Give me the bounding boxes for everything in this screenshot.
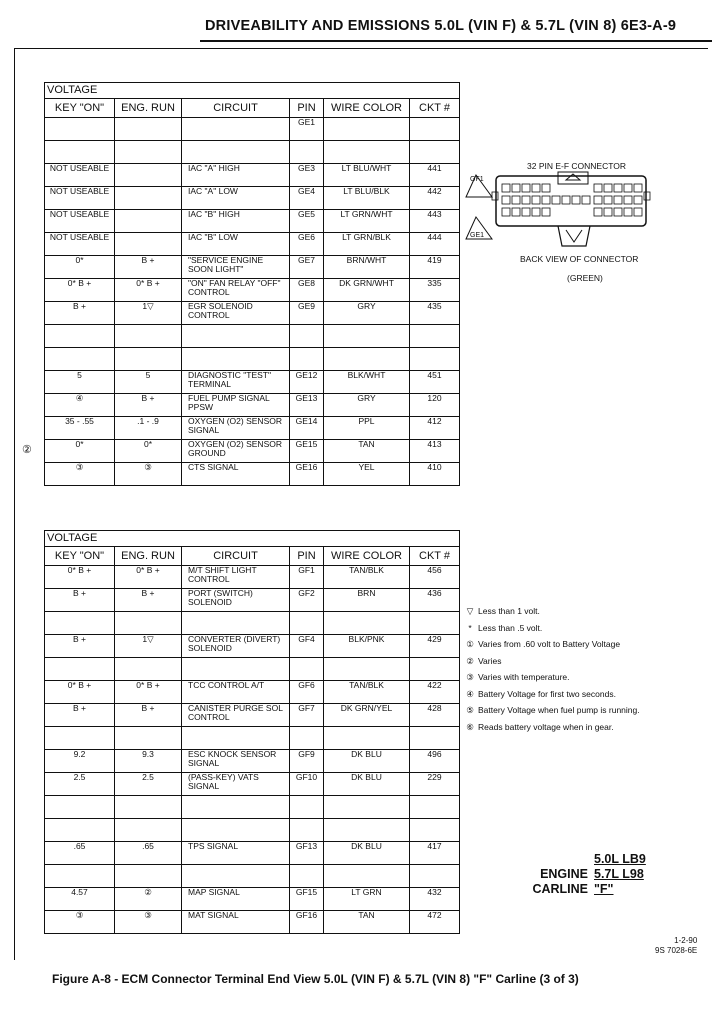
cell-key-on: 35 - .55 [45,417,115,440]
table-row [45,750,460,773]
cell-pin [290,796,324,819]
cell-pin [290,348,324,371]
cell-wire-color: DK BLU [324,750,410,773]
wire-boot [558,226,590,246]
cell-circuit [182,727,290,750]
cell-pin: GF2 [290,589,324,612]
engine-value-1: 5.0L LB9 [594,852,646,866]
date-code [655,936,697,956]
cell-wire-color: PPL [324,417,410,440]
cell-eng-run: .1 - .9 [115,417,182,440]
cell-key-on: B + [45,704,115,727]
cell-circuit: "SERVICE ENGINE SOON LIGHT" [182,256,290,279]
column-header-pin: PIN [290,547,324,566]
table-row [45,141,460,164]
table-row [45,865,460,888]
connector-caption: BACK VIEW OF CONNECTOR [520,254,639,264]
cell-ckt-number: 435 [410,302,460,325]
column-header-wire-color: WIRE COLOR [324,99,410,118]
legend-item [462,669,640,686]
legend-text: Varies with temperature. [478,672,570,682]
cell-circuit [182,819,290,842]
cell-circuit [182,348,290,371]
connector-diagram [462,170,702,250]
legend-text: Less than 1 volt. [478,606,540,616]
cell-key-on [45,141,115,164]
table-row [45,842,460,865]
cell-eng-run: ② [115,888,182,911]
cell-circuit: IAC "A" HIGH [182,164,290,187]
cell-circuit: ESC KNOCK SENSOR SIGNAL [182,750,290,773]
cell-wire-color [324,727,410,750]
cell-circuit: CONVERTER (DIVERT) SOLENOID [182,635,290,658]
legend-symbol: ③ [466,672,474,682]
cell-ckt-number [410,348,460,371]
cell-pin: GE5 [290,210,324,233]
cell-pin: GE16 [290,463,324,486]
cell-ckt-number [410,796,460,819]
cell-ckt-number: 436 [410,589,460,612]
legend-item [462,719,640,736]
cell-ckt-number [410,865,460,888]
table-row [45,658,460,681]
legend [462,603,640,735]
legend-symbol: ⑤ [466,705,474,715]
column-header-row [45,99,460,118]
legend-item [462,686,640,703]
cell-key-on [45,796,115,819]
cell-pin: GF15 [290,888,324,911]
cell-key-on: .65 [45,842,115,865]
legend-text: Reads battery voltage when in gear. [478,721,614,732]
column-header-eng-run: ENG. RUN [115,99,182,118]
cell-ckt-number [410,141,460,164]
cell-key-on: 0* [45,440,115,463]
cell-ckt-number [410,727,460,750]
cell-key-on [45,118,115,141]
cell-eng-run [115,819,182,842]
cell-circuit: CTS SIGNAL [182,463,290,486]
cell-pin: GE1 [290,118,324,141]
cell-ckt-number: 429 [410,635,460,658]
cell-wire-color: DK GRN/WHT [324,279,410,302]
cell-ckt-number [410,612,460,635]
legend-item [462,636,640,653]
cell-circuit: OXYGEN (O2) SENSOR SIGNAL [182,417,290,440]
table-row [45,463,460,486]
cell-key-on: 4.57 [45,888,115,911]
legend-text: Battery Voltage for first two seconds. [478,688,616,699]
cell-pin [290,819,324,842]
cell-ckt-number: 229 [410,773,460,796]
cell-ckt-number: 443 [410,210,460,233]
table-row [45,348,460,371]
cell-wire-color: YEL [324,463,410,486]
cell-circuit: (PASS-KEY) VATS SIGNAL [182,773,290,796]
pin-rows [502,184,642,216]
cell-wire-color [324,612,410,635]
cell-pin: GE9 [290,302,324,325]
cell-circuit: TCC CONTROL A/T [182,681,290,704]
cell-eng-run [115,164,182,187]
legend-text: Less than .5 volt. [478,622,543,633]
cell-eng-run: 5 [115,371,182,394]
connector-title: 32 PIN E-F CONNECTOR [527,161,627,171]
side-mark: ② [22,444,32,456]
cell-ckt-number [410,325,460,348]
cell-circuit [182,658,290,681]
cell-key-on: 2.5 [45,773,115,796]
cell-ckt-number [410,118,460,141]
cell-pin: GF16 [290,911,324,934]
legend-text: Varies from .60 volt to Battery Voltage [478,639,621,649]
legend-symbol: ① [466,639,474,649]
cell-key-on [45,819,115,842]
cell-eng-run: 0* B + [115,566,182,589]
cell-key-on: 0* B + [45,681,115,704]
cell-circuit: M/T SHIFT LIGHT CONTROL [182,566,290,589]
column-header-key-on: KEY "ON" [45,547,115,566]
page-header: DRIVEABILITY AND EMISSIONS 5.0L (VIN F) & 5.7L (VIN 8) 6E3-A-9 [205,18,677,34]
cell-ckt-number: 412 [410,417,460,440]
cell-eng-run [115,658,182,681]
cell-key-on: B + [45,635,115,658]
cell-ckt-number: 417 [410,842,460,865]
cell-ckt-number: 472 [410,911,460,934]
legend-item [462,653,640,670]
cell-circuit [182,612,290,635]
connector-color: (GREEN) [567,273,603,283]
cell-circuit: MAP SIGNAL [182,888,290,911]
voltage-label: VOLTAGE [45,531,460,547]
cell-key-on: 0* B + [45,279,115,302]
pin-table-gf [44,530,460,934]
cell-wire-color: TAN [324,440,410,463]
cell-eng-run: 1▽ [115,302,182,325]
cell-circuit: IAC "B" HIGH [182,210,290,233]
cell-wire-color: LT BLU/WHT [324,164,410,187]
cell-key-on: 0* [45,256,115,279]
table-row [45,796,460,819]
cell-circuit: PORT (SWITCH) SOLENOID [182,589,290,612]
engine-block [528,852,646,897]
cell-key-on [45,325,115,348]
cell-circuit: OXYGEN (O2) SENSOR GROUND [182,440,290,463]
carline-label: CARLINE [532,882,588,896]
cell-circuit: "ON" FAN RELAY "OFF" CONTROL [182,279,290,302]
cell-wire-color: TAN/BLK [324,566,410,589]
cell-eng-run: B + [115,589,182,612]
cell-ckt-number: 496 [410,750,460,773]
cell-pin: GE13 [290,394,324,417]
cell-ckt-number: 456 [410,566,460,589]
cell-eng-run: B + [115,256,182,279]
cell-key-on: ④ [45,394,115,417]
cell-eng-run: ③ [115,463,182,486]
cell-pin: GF4 [290,635,324,658]
cell-key-on: B + [45,302,115,325]
cell-key-on: ③ [45,463,115,486]
cell-ckt-number: 419 [410,256,460,279]
cell-ckt-number: 442 [410,187,460,210]
legend-symbol: ▽ [466,606,474,616]
cell-key-on: NOT USEABLE [45,187,115,210]
cell-eng-run: .65 [115,842,182,865]
table-row [45,187,460,210]
cell-wire-color [324,819,410,842]
cell-pin [290,865,324,888]
cell-ckt-number: 422 [410,681,460,704]
legend-item [462,603,640,620]
legend-symbol: * [468,622,472,633]
cell-ckt-number: 441 [410,164,460,187]
cell-key-on [45,865,115,888]
cell-pin: GE3 [290,164,324,187]
cell-eng-run [115,727,182,750]
cell-eng-run [115,865,182,888]
cell-ckt-number [410,819,460,842]
cell-pin: GE14 [290,417,324,440]
legend-item [462,620,640,637]
cell-circuit: TPS SIGNAL [182,842,290,865]
legend-symbol: ④ [466,688,474,699]
column-header-circuit: CIRCUIT [182,99,290,118]
cell-eng-run [115,325,182,348]
cell-eng-run: 2.5 [115,773,182,796]
cell-wire-color: LT GRN/WHT [324,210,410,233]
table-row [45,681,460,704]
cell-key-on: 0* B + [45,566,115,589]
cell-ckt-number: 120 [410,394,460,417]
cell-circuit [182,325,290,348]
cell-eng-run: 1▽ [115,635,182,658]
cell-key-on: 5 [45,371,115,394]
cell-eng-run [115,187,182,210]
table-row [45,819,460,842]
cell-circuit: DIAGNOSTIC "TEST" TERMINAL [182,371,290,394]
cell-eng-run [115,348,182,371]
cell-ckt-number [410,658,460,681]
cell-ckt-number: 410 [410,463,460,486]
date: 1-2-90 [674,936,698,945]
column-header-wire-color: WIRE COLOR [324,547,410,566]
table-row [45,635,460,658]
cell-wire-color: BLK/WHT [324,371,410,394]
cell-wire-color [324,325,410,348]
cell-circuit [182,118,290,141]
cell-eng-run [115,796,182,819]
cell-wire-color [324,141,410,164]
cell-eng-run: B + [115,394,182,417]
cell-pin: GF1 [290,566,324,589]
pin-label-ge1: GE1 [470,232,485,239]
latch-arrow [566,174,580,180]
cell-eng-run: 0* B + [115,279,182,302]
carline-value: "F" [594,882,614,896]
cell-pin: GF9 [290,750,324,773]
cell-circuit [182,865,290,888]
cell-wire-color [324,348,410,371]
table-row [45,210,460,233]
figure-caption: Figure A-8 - ECM Connector Terminal End View 5.0L (VIN F) & 5.7L (VIN 8) "F" Carline (3 of 3) [52,972,579,986]
cell-circuit: MAT SIGNAL [182,911,290,934]
table-row [45,888,460,911]
table-row [45,279,460,302]
cell-wire-color: GRY [324,302,410,325]
cell-wire-color: LT GRN [324,888,410,911]
cell-key-on: 9.2 [45,750,115,773]
cell-eng-run [115,210,182,233]
table-row [45,612,460,635]
cell-wire-color: BRN [324,589,410,612]
cell-pin [290,727,324,750]
table-row [45,566,460,589]
cell-key-on [45,348,115,371]
column-header-key-on: KEY "ON" [45,99,115,118]
engine-label: ENGINE [540,867,588,881]
cell-circuit [182,141,290,164]
cell-wire-color: LT GRN/BLK [324,233,410,256]
cell-pin: GE12 [290,371,324,394]
cell-wire-color [324,865,410,888]
cell-circuit: CANISTER PURGE SOL CONTROL [182,704,290,727]
cell-eng-run: 0* [115,440,182,463]
legend-text: Varies [478,655,502,666]
table-row [45,911,460,934]
table-row [45,589,460,612]
doc-number: 9S 7028-6E [655,946,698,955]
cell-circuit: IAC "A" LOW [182,187,290,210]
cell-wire-color: DK BLU [324,773,410,796]
pin-table-ge [44,82,460,486]
table-row [45,233,460,256]
table-row [45,164,460,187]
cell-key-on [45,727,115,750]
cell-pin: GF13 [290,842,324,865]
cell-eng-run: ③ [115,911,182,934]
cell-wire-color: DK GRN/YEL [324,704,410,727]
cell-wire-color [324,118,410,141]
table-row [45,440,460,463]
table-row [45,256,460,279]
cell-ckt-number: 444 [410,233,460,256]
cell-pin [290,612,324,635]
cell-wire-color [324,796,410,819]
cell-pin: GF6 [290,681,324,704]
cell-key-on: ③ [45,911,115,934]
table-row [45,302,460,325]
cell-ckt-number: 451 [410,371,460,394]
cell-key-on: B + [45,589,115,612]
cell-wire-color: DK BLU [324,842,410,865]
column-header-ckt-number: CKT # [410,99,460,118]
pin-label-gf1: GF1 [470,176,484,183]
table-row [45,773,460,796]
table-row [45,727,460,750]
table-row [45,394,460,417]
table-row [45,325,460,348]
cell-eng-run: B + [115,704,182,727]
cell-wire-color [324,658,410,681]
cell-key-on [45,612,115,635]
cell-circuit [182,796,290,819]
legend-text: Battery Voltage when fuel pump is running. [478,705,640,715]
cell-pin [290,658,324,681]
cell-eng-run: 0* B + [115,681,182,704]
cell-pin: GE7 [290,256,324,279]
cell-ckt-number: 432 [410,888,460,911]
cell-circuit: EGR SOLENOID CONTROL [182,302,290,325]
table-row [45,704,460,727]
cell-pin [290,325,324,348]
cell-circuit: IAC "B" LOW [182,233,290,256]
legend-symbol: ② [466,655,474,666]
table-row [45,118,460,141]
engine-value-2: 5.7L L98 [594,867,644,881]
cell-ckt-number: 413 [410,440,460,463]
cell-eng-run: 9.3 [115,750,182,773]
cell-pin: GF7 [290,704,324,727]
cell-key-on: NOT USEABLE [45,210,115,233]
legend-item [462,702,640,719]
cell-ckt-number: 335 [410,279,460,302]
cell-pin: GF10 [290,773,324,796]
cell-pin: GE4 [290,187,324,210]
cell-wire-color: BLK/PNK [324,635,410,658]
cell-eng-run [115,118,182,141]
cell-pin [290,141,324,164]
legend-symbol: ⑥ [466,721,474,732]
column-header-eng-run: ENG. RUN [115,547,182,566]
cell-pin: GE8 [290,279,324,302]
cell-circuit: FUEL PUMP SIGNAL PPSW [182,394,290,417]
cell-wire-color: BRN/WHT [324,256,410,279]
cell-wire-color: LT BLU/BLK [324,187,410,210]
column-header-ckt-number: CKT # [410,547,460,566]
cell-ckt-number: 428 [410,704,460,727]
cell-eng-run [115,141,182,164]
table-row [45,371,460,394]
cell-eng-run [115,612,182,635]
voltage-label: VOLTAGE [45,83,460,99]
cell-wire-color: GRY [324,394,410,417]
cell-wire-color: TAN/BLK [324,681,410,704]
cell-eng-run [115,233,182,256]
cell-wire-color: TAN [324,911,410,934]
cell-pin: GE15 [290,440,324,463]
cell-key-on [45,658,115,681]
column-header-pin: PIN [290,99,324,118]
cell-key-on: NOT USEABLE [45,164,115,187]
cell-pin: GE6 [290,233,324,256]
cell-key-on: NOT USEABLE [45,233,115,256]
column-header-row [45,547,460,566]
header-rule [200,40,712,42]
table-row [45,417,460,440]
column-header-circuit: CIRCUIT [182,547,290,566]
